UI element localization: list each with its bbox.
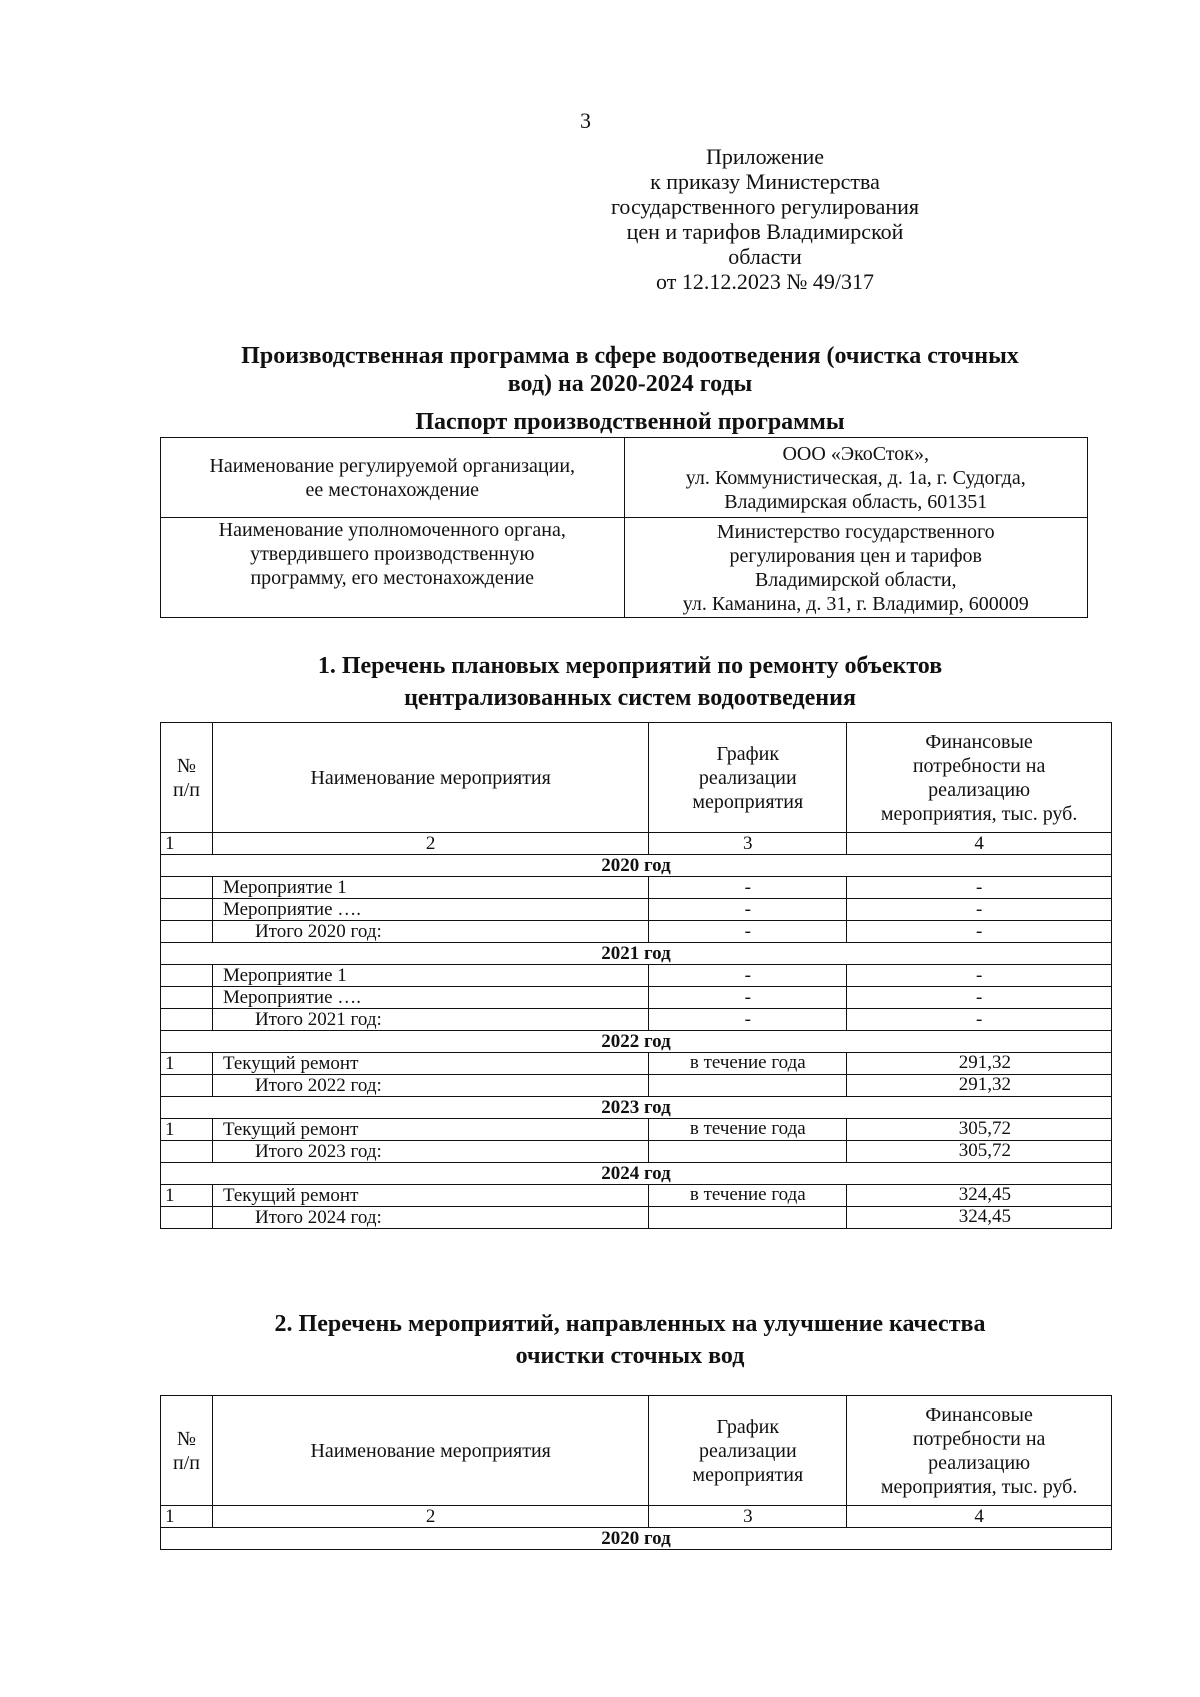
header-num [161,723,213,833]
passport-label: утвердившего производственную [250,543,535,565]
table-row [161,899,1112,921]
cell-schedule: в течение года [649,1185,847,1207]
section2-title-line: 2. Перечень мероприятий, направленных на улучшение качества [274,1311,986,1337]
cell-cost: - [847,965,1112,987]
passport-row [161,438,1088,518]
passport-value: Министерство государственного [716,520,995,543]
cell-schedule: в течение года [649,1053,847,1075]
header-text: реализацию [928,1451,1031,1474]
header-text: реализации [698,1439,797,1462]
header-text: мероприятия, тыс. руб. [880,802,1078,825]
page-number: 3 [580,108,591,133]
year-row [161,1097,1112,1119]
cell-total-label: Итого 2022 год: [212,1075,648,1097]
cell-total-label: Итого 2024 год: [212,1207,648,1229]
header-name: Наименование мероприятия [212,723,648,833]
header-text: реализацию [928,778,1031,801]
header-text: потребности на [912,1427,1046,1450]
cell-num [161,1207,213,1229]
year-label: 2023 год [161,1097,1112,1119]
cell-num [161,1141,213,1163]
passport-value: ул. Каманина, д. 31, г. Владимир, 600009 [682,592,1029,615]
header-name: Наименование мероприятия [212,1396,648,1506]
cell-num [161,1009,213,1031]
cell-num: 1 [161,1119,213,1141]
cell-schedule [649,1207,847,1229]
year-row [161,855,1112,877]
cell-cost: 305,72 [847,1141,1112,1163]
cell-num [161,899,213,921]
document-title [160,342,1100,398]
passport-label: Наименование уполномоченного органа, [218,519,566,541]
column-number-row [161,833,1112,855]
appendix-line: Приложение [705,144,825,169]
passport-label: Наименование регулируемой организации, [209,454,576,477]
column-number: 3 [649,833,847,855]
cell-cost: 324,45 [847,1207,1112,1229]
cell-cost: - [847,921,1112,943]
section2-title [160,1308,1100,1372]
appendix-line: государственного регулирования [610,194,920,219]
section1-title [160,650,1100,714]
year-row [161,1528,1112,1550]
appendix-line: цен и тарифов Владимирской области [626,219,904,269]
year-row [161,943,1112,965]
cell-num [161,965,213,987]
header-schedule [649,723,847,833]
header-text: реализации [698,766,797,789]
document-title-line: Производственная программа в сфере водоотведения (очистка сточных [241,343,1019,369]
year-label: 2020 год [161,1528,1112,1550]
cell-cost: 305,72 [847,1119,1112,1141]
year-label: 2024 год [161,1163,1112,1185]
column-number: 2 [212,833,648,855]
section1-title-line: централизованных систем водоотведения [404,685,856,711]
header-schedule [649,1396,847,1506]
passport-value: ул. Коммунистическая, д. 1а, г. Судогда, [685,466,1026,489]
header-num [161,1396,213,1506]
total-row [161,1075,1112,1097]
cell-total-label: Итого 2023 год: [212,1141,648,1163]
document-title-line: вод) на 2020-2024 годы [507,371,753,397]
cell-cost: - [847,987,1112,1009]
cell-event-name: Мероприятие …. [212,987,648,1009]
passport-value-cell [624,438,1088,518]
section2-title-line: очистки сточных вод [515,1343,745,1369]
passport-value: ООО «ЭкоСток», [782,442,929,465]
total-row [161,1207,1112,1229]
cell-cost: - [847,877,1112,899]
total-row [161,921,1112,943]
header-text: мероприятия [692,1463,804,1486]
column-number: 1 [161,833,213,855]
table-row [161,1119,1112,1141]
cell-schedule: - [649,921,847,943]
passport-value-cell [624,518,1088,618]
cell-cost: - [847,899,1112,921]
cell-event-name: Мероприятие 1 [212,877,648,899]
table-row [161,1185,1112,1207]
cell-schedule: - [649,965,847,987]
cell-schedule: в течение года [649,1119,847,1141]
cell-num [161,987,213,1009]
year-label: 2020 год [161,855,1112,877]
header-text: График [716,742,780,765]
table-row [161,877,1112,899]
cell-schedule: - [649,899,847,921]
passport-value: Владимирская область, 601351 [724,490,988,513]
total-row [161,1141,1112,1163]
cell-schedule: - [649,1009,847,1031]
column-number: 4 [847,1506,1112,1528]
column-number: 2 [212,1506,648,1528]
header-text: График [716,1415,780,1438]
passport-title: Паспорт производственной программы [415,409,845,435]
quality-events-table [160,1395,1112,1550]
cell-total-label: Итого 2021 год: [212,1009,648,1031]
column-number: 4 [847,833,1112,855]
cell-num [161,1075,213,1097]
appendix-block [600,144,930,294]
passport-label-cell [161,518,625,618]
header-text: мероприятия, тыс. руб. [880,1475,1078,1498]
header-text: № [176,754,197,777]
year-row [161,1031,1112,1053]
passport-value: регулирования цен и тарифов [729,544,982,567]
cell-event-name: Текущий ремонт [212,1053,648,1075]
table-header-row [161,723,1112,833]
header-text: п/п [172,778,200,801]
passport-row [161,518,1088,618]
cell-cost: 291,32 [847,1053,1112,1075]
cell-cost: 291,32 [847,1075,1112,1097]
cell-total-label: Итого 2020 год: [212,921,648,943]
header-text: п/п [172,1451,200,1474]
passport-value: Владимирской области, [754,568,957,591]
cell-schedule: - [649,987,847,1009]
cell-num [161,921,213,943]
cell-num: 1 [161,1053,213,1075]
header-finance [847,723,1112,833]
cell-schedule [649,1141,847,1163]
column-number: 3 [649,1506,847,1528]
cell-schedule: - [649,877,847,899]
header-finance [847,1396,1112,1506]
table-row [161,1053,1112,1075]
appendix-line: от 12.12.2023 № 49/317 [656,269,874,294]
passport-label-cell [161,438,625,518]
table-row [161,987,1112,1009]
header-text: потребности на [912,754,1046,777]
table-header-row [161,1396,1112,1506]
cell-num: 1 [161,1185,213,1207]
cell-event-name: Мероприятие …. [212,899,648,921]
cell-schedule [649,1075,847,1097]
header-text: Финансовые [925,730,1033,753]
year-row [161,1163,1112,1185]
header-text: № [176,1427,197,1450]
year-label: 2022 год [161,1031,1112,1053]
total-row [161,1009,1112,1031]
header-text: мероприятия [692,790,804,813]
cell-event-name: Мероприятие 1 [212,965,648,987]
header-text: Финансовые [925,1403,1033,1426]
table-row [161,965,1112,987]
cell-event-name: Текущий ремонт [212,1119,648,1141]
passport-table [160,437,1088,618]
cell-num [161,877,213,899]
repair-events-table [160,722,1112,1229]
section1-title-line: 1. Перечень плановых мероприятий по ремонту объектов [317,653,943,679]
cell-cost: 324,45 [847,1185,1112,1207]
passport-label: ее местонахождение [305,478,480,501]
year-label: 2021 год [161,943,1112,965]
appendix-line: к приказу Министерства [650,169,880,194]
passport-label: программу, его местонахождение [250,567,535,589]
cell-event-name: Текущий ремонт [212,1185,648,1207]
column-number-row [161,1506,1112,1528]
cell-cost: - [847,1009,1112,1031]
column-number: 1 [161,1506,213,1528]
